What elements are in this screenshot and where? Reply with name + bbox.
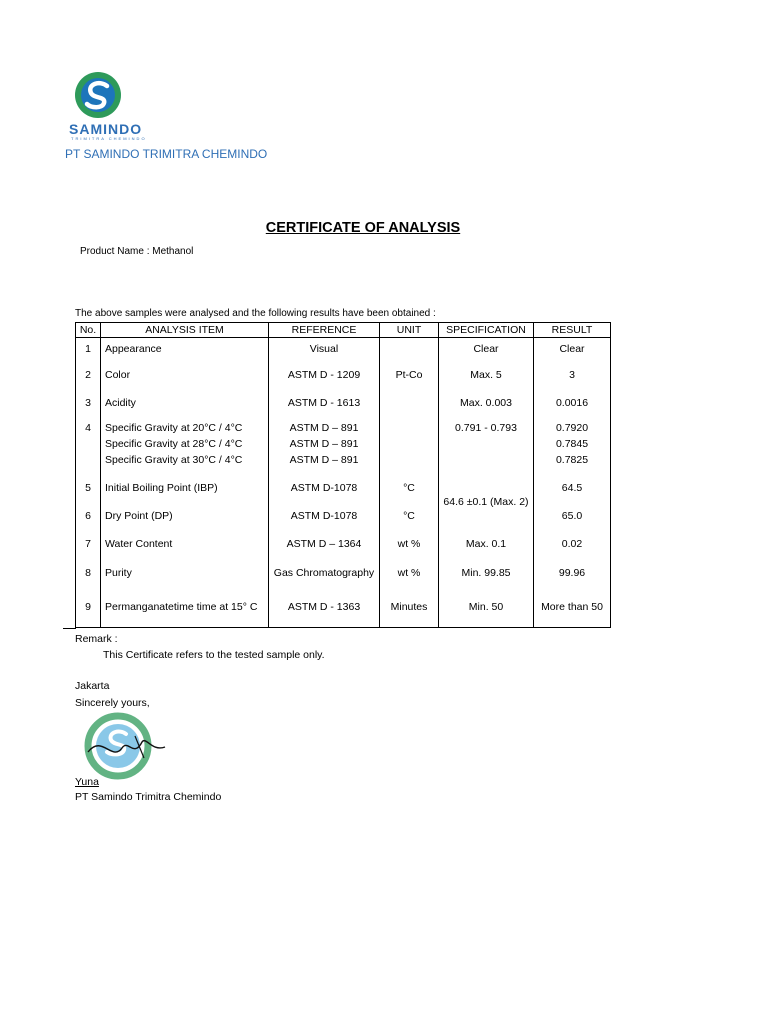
row-no: 8 (76, 558, 101, 588)
signer-name: Yuna (75, 776, 99, 788)
company-stamp-signature (80, 712, 170, 782)
row-no: 2 (76, 360, 101, 390)
row-reference: ASTM D-1078 (269, 502, 380, 530)
boiling-spec: 64.6 ±0.1 (Max. 2) (439, 474, 534, 530)
company-logo (74, 71, 122, 119)
row-item: Acidity (101, 390, 269, 416)
row-unit: wt % (380, 530, 439, 558)
sg-30-label: Specific Gravity at 30°C / 4°C (105, 453, 243, 466)
sg-28-result: 0.7845 (555, 437, 589, 450)
intro-text: The above samples were analysed and the following results have been obtained : (75, 308, 436, 319)
row-result: 99.96 (534, 558, 611, 588)
row-spec: Min. 50 (439, 588, 534, 628)
table-header-row (76, 323, 611, 338)
signer-company: PT Samindo Trimitra Chemindo (75, 791, 222, 803)
row-no: 3 (76, 390, 101, 416)
row-no: 1 (76, 338, 101, 360)
row-no: 4 (76, 416, 101, 474)
table-row (76, 360, 611, 390)
remark-text: This Certificate refers to the tested sample only. (103, 649, 325, 661)
table-row (76, 474, 611, 502)
row-item: Water Content (101, 530, 269, 558)
row-spec: Max. 0.1 (439, 530, 534, 558)
row-unit: °C (380, 474, 439, 502)
city: Jakarta (75, 680, 110, 692)
table-row (76, 338, 611, 360)
row-no: 5 (76, 474, 101, 502)
row-result: 65.0 (534, 502, 611, 530)
row-no: 7 (76, 530, 101, 558)
row-unit: Minutes (380, 588, 439, 628)
sg-30-result: 0.7825 (555, 453, 589, 466)
row-spec: 0.791 - 0.793 (439, 416, 534, 474)
header-reference: REFERENCE (269, 323, 380, 338)
row-item: Appearance (101, 338, 269, 360)
row-result: 3 (534, 360, 611, 390)
row-unit: Pt-Co (380, 360, 439, 390)
row-item (101, 416, 269, 474)
sg-20-label: Specific Gravity at 20°C / 4°C (105, 421, 243, 434)
sg-28-reference: ASTM D – 891 (289, 437, 359, 450)
row-result: 64.5 (534, 474, 611, 502)
header-specification: SPECIFICATION (439, 323, 534, 338)
row-unit (380, 338, 439, 360)
row-result (534, 416, 611, 474)
row-reference: ASTM D - 1613 (269, 390, 380, 416)
row-item: Dry Point (DP) (101, 502, 269, 530)
row-no: 6 (76, 502, 101, 530)
margin-rule (63, 628, 76, 629)
table-row (76, 588, 611, 628)
header-analysis-item: ANALYSIS ITEM (101, 323, 269, 338)
row-item: Initial Boiling Point (IBP) (101, 474, 269, 502)
row-result: 0.0016 (534, 390, 611, 416)
sg-30-reference: ASTM D – 891 (289, 453, 359, 466)
sg-28-label: Specific Gravity at 28°C / 4°C (105, 437, 243, 450)
header-result: RESULT (534, 323, 611, 338)
company-name: PT SAMINDO TRIMITRA CHEMINDO (65, 147, 268, 161)
row-item: Permanganatetime time at 15° C (101, 588, 269, 628)
row-spec: Min. 99.85 (439, 558, 534, 588)
row-unit (380, 416, 439, 474)
row-reference: ASTM D – 1364 (269, 530, 380, 558)
row-reference: Visual (269, 338, 380, 360)
row-reference: ASTM D-1078 (269, 474, 380, 502)
product-name: Product Name : Methanol (80, 246, 194, 257)
header-unit: UNIT (380, 323, 439, 338)
sg-20-reference: ASTM D – 891 (289, 421, 359, 434)
row-unit (380, 390, 439, 416)
row-reference: Gas Chromatography (269, 558, 380, 588)
logo-wordmark: SAMINDO (69, 121, 143, 137)
document-title: CERTIFICATE OF ANALYSIS (265, 220, 461, 236)
table-row (76, 390, 611, 416)
table-row (76, 416, 611, 474)
row-reference: ASTM D - 1209 (269, 360, 380, 390)
row-item: Color (101, 360, 269, 390)
table-row (76, 530, 611, 558)
row-unit: °C (380, 502, 439, 530)
row-unit: wt % (380, 558, 439, 588)
row-no: 9 (76, 588, 101, 628)
salutation: Sincerely yours, (75, 697, 150, 709)
row-item: Purity (101, 558, 269, 588)
header-no: No. (76, 323, 101, 338)
row-result: 0.02 (534, 530, 611, 558)
sg-20-result: 0.7920 (555, 421, 589, 434)
analysis-table (75, 322, 611, 628)
remark-label: Remark : (75, 633, 118, 645)
table-row (76, 558, 611, 588)
logo-subtext: TRIMITRA CHEMINDO (71, 136, 147, 141)
row-spec: Max. 0.003 (439, 390, 534, 416)
row-result: More than 50 (534, 588, 611, 628)
row-reference: ASTM D - 1363 (269, 588, 380, 628)
row-result: Clear (534, 338, 611, 360)
row-spec: Max. 5 (439, 360, 534, 390)
row-reference (269, 416, 380, 474)
row-spec: Clear (439, 338, 534, 360)
